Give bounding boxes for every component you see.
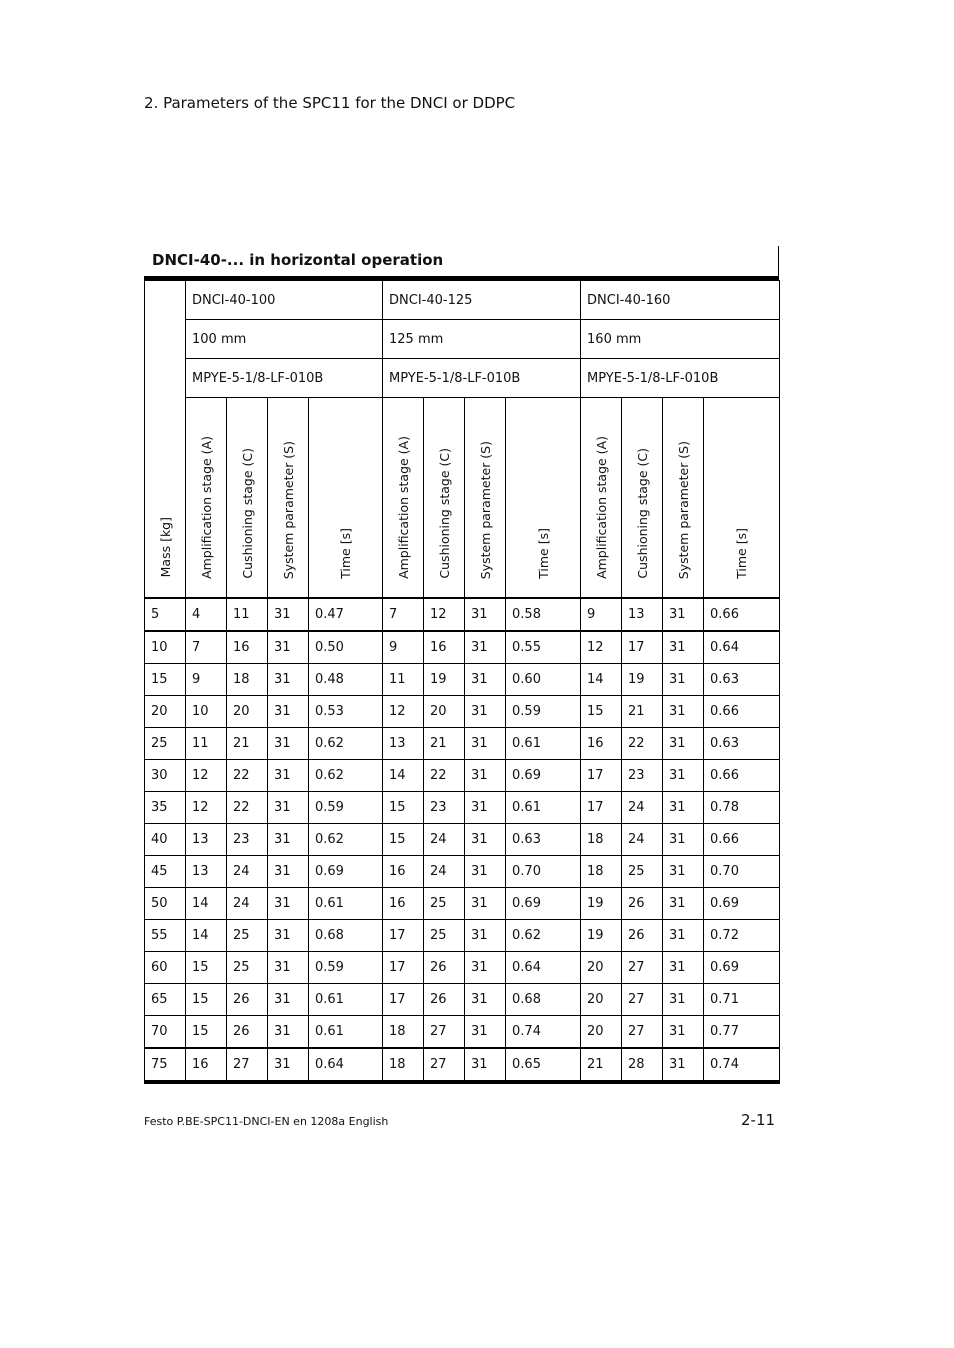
value-cell: 26 [622,920,663,952]
value-cell: 28 [622,1048,663,1082]
value-cell: 31 [663,1048,704,1082]
value-cell: 18 [383,1016,424,1049]
table-row [145,1048,780,1082]
value-cell: 0.77 [704,1016,780,1049]
value-cell: 20 [227,696,268,728]
mass-cell: 35 [145,792,186,824]
col-cushioning [227,398,268,599]
table-row [145,984,780,1016]
value-cell: 0.68 [309,920,383,952]
value-cell: 21 [622,696,663,728]
parameter-table-block [144,246,779,1084]
group-valve: MPYE-5-1/8-LF-010B [186,359,383,398]
value-cell: 0.64 [704,631,780,664]
value-cell: 19 [581,920,622,952]
value-cell: 31 [268,984,309,1016]
value-cell: 17 [581,760,622,792]
value-cell: 26 [424,984,465,1016]
value-cell: 12 [424,598,465,631]
value-cell: 0.78 [704,792,780,824]
value-cell: 0.63 [506,824,581,856]
value-cell: 11 [227,598,268,631]
table-row [145,792,780,824]
col-time [309,398,383,599]
mass-cell: 5 [145,598,186,631]
value-cell: 0.69 [506,760,581,792]
parameter-table [144,280,780,1084]
value-cell: 24 [424,856,465,888]
value-cell: 31 [268,1048,309,1082]
value-cell: 31 [465,631,506,664]
value-cell: 31 [465,920,506,952]
value-cell: 31 [268,760,309,792]
value-cell: 15 [186,984,227,1016]
value-cell: 23 [227,824,268,856]
mass-cell: 70 [145,1016,186,1049]
value-cell: 25 [227,920,268,952]
value-cell: 31 [268,1016,309,1049]
value-cell: 0.69 [704,888,780,920]
value-cell: 0.61 [309,1016,383,1049]
col-label: Amplification stage (A) [593,436,609,579]
value-cell: 31 [465,888,506,920]
value-cell: 31 [663,1016,704,1049]
table-row [145,888,780,920]
table-row [145,856,780,888]
value-cell: 0.66 [704,696,780,728]
col-cushioning [424,398,465,599]
group-stroke: 160 mm [581,320,780,359]
value-cell: 15 [383,792,424,824]
value-cell: 24 [622,824,663,856]
value-cell: 31 [465,696,506,728]
value-cell: 0.53 [309,696,383,728]
value-cell: 19 [622,664,663,696]
value-cell: 17 [383,920,424,952]
value-cell: 27 [622,1016,663,1049]
value-cell: 31 [465,952,506,984]
value-cell: 19 [581,888,622,920]
stroke-row [145,320,780,359]
value-cell: 21 [424,728,465,760]
mass-cell: 40 [145,824,186,856]
table-row [145,760,780,792]
mass-cell: 30 [145,760,186,792]
col-label: Time [s] [535,528,551,579]
value-cell: 31 [663,696,704,728]
mass-cell: 75 [145,1048,186,1082]
value-cell: 20 [424,696,465,728]
value-cell: 31 [465,728,506,760]
model-row [145,281,780,320]
value-cell: 27 [622,984,663,1016]
table-row [145,598,780,631]
value-cell: 20 [581,952,622,984]
value-cell: 31 [663,920,704,952]
value-cell: 18 [227,664,268,696]
col-label: Amplification stage (A) [395,436,411,579]
group-stroke: 125 mm [383,320,581,359]
value-cell: 0.60 [506,664,581,696]
value-cell: 31 [663,792,704,824]
value-cell: 0.64 [506,952,581,984]
value-cell: 0.63 [704,664,780,696]
value-cell: 17 [383,984,424,1016]
value-cell: 9 [383,631,424,664]
value-cell: 31 [268,792,309,824]
value-cell: 0.66 [704,598,780,631]
value-cell: 24 [227,888,268,920]
table-body [145,598,780,1082]
value-cell: 31 [663,728,704,760]
group-valve: MPYE-5-1/8-LF-010B [383,359,581,398]
table-row [145,1016,780,1049]
value-cell: 27 [424,1048,465,1082]
value-cell: 12 [186,792,227,824]
col-cushioning [622,398,663,599]
value-cell: 25 [227,952,268,984]
value-cell: 14 [581,664,622,696]
value-cell: 0.61 [309,984,383,1016]
value-cell: 31 [465,1048,506,1082]
value-cell: 0.62 [506,920,581,952]
value-cell: 16 [581,728,622,760]
value-cell: 31 [268,728,309,760]
col-amplification [383,398,424,599]
value-cell: 26 [227,1016,268,1049]
value-cell: 23 [622,760,663,792]
value-cell: 12 [581,631,622,664]
value-cell: 31 [268,888,309,920]
value-cell: 20 [581,1016,622,1049]
value-cell: 0.68 [506,984,581,1016]
col-system [465,398,506,599]
value-cell: 26 [424,952,465,984]
table-title: DNCI-40-... in horizontal operation [144,246,779,280]
col-label: Time [s] [338,528,353,579]
value-cell: 18 [581,856,622,888]
value-cell: 22 [227,760,268,792]
value-cell: 31 [465,760,506,792]
value-cell: 0.74 [506,1016,581,1049]
value-cell: 31 [268,598,309,631]
value-cell: 16 [383,856,424,888]
col-label: System parameter (S) [675,440,691,579]
value-cell: 31 [465,792,506,824]
value-cell: 31 [663,760,704,792]
value-cell: 31 [465,1016,506,1049]
value-cell: 15 [383,824,424,856]
value-cell: 31 [268,696,309,728]
value-cell: 0.69 [309,856,383,888]
value-cell: 27 [424,1016,465,1049]
value-cell: 0.62 [309,824,383,856]
value-cell: 31 [268,664,309,696]
value-cell: 25 [424,888,465,920]
table-row [145,728,780,760]
value-cell: 0.74 [704,1048,780,1082]
valve-row [145,359,780,398]
value-cell: 24 [227,856,268,888]
value-cell: 31 [268,824,309,856]
value-cell: 31 [663,631,704,664]
value-cell: 31 [465,598,506,631]
mass-cell: 65 [145,984,186,1016]
group-stroke: 100 mm [186,320,383,359]
page-number: 2-11 [741,1111,776,1129]
col-amplification [581,398,622,599]
value-cell: 31 [663,856,704,888]
value-cell: 0.69 [506,888,581,920]
value-cell: 0.62 [309,760,383,792]
value-cell: 16 [227,631,268,664]
value-cell: 0.70 [704,856,780,888]
col-label: Amplification stage (A) [198,436,214,579]
value-cell: 0.61 [309,888,383,920]
value-cell: 31 [268,856,309,888]
mass-cell: 50 [145,888,186,920]
value-cell: 31 [465,824,506,856]
value-cell: 14 [186,888,227,920]
value-cell: 13 [383,728,424,760]
value-cell: 17 [581,792,622,824]
value-cell: 25 [622,856,663,888]
value-cell: 22 [622,728,663,760]
footer-doc-id: Festo P.BE-SPC11-DNCI-EN en 1208a English [144,1115,389,1128]
value-cell: 17 [622,631,663,664]
value-cell: 18 [581,824,622,856]
mass-cell: 25 [145,728,186,760]
value-cell: 22 [227,792,268,824]
table-row [145,631,780,664]
value-cell: 20 [581,984,622,1016]
mass-cell: 60 [145,952,186,984]
col-time [506,398,581,599]
table-row [145,952,780,984]
value-cell: 0.64 [309,1048,383,1082]
value-cell: 11 [383,664,424,696]
value-cell: 0.61 [506,792,581,824]
table-row [145,920,780,952]
value-cell: 31 [268,920,309,952]
value-cell: 17 [383,952,424,984]
value-cell: 0.66 [704,760,780,792]
table-row [145,664,780,696]
value-cell: 15 [186,952,227,984]
value-cell: 13 [186,856,227,888]
col-label: System parameter (S) [280,440,296,579]
value-cell: 0.59 [506,696,581,728]
value-cell: 16 [424,631,465,664]
group-model: DNCI-40-160 [581,281,780,320]
col-system [663,398,704,599]
value-cell: 0.50 [309,631,383,664]
table-row [145,824,780,856]
value-cell: 0.61 [506,728,581,760]
running-header: 2. Parameters of the SPC11 for the DNCI or DDPC [144,94,516,112]
mass-cell: 10 [145,631,186,664]
value-cell: 15 [186,1016,227,1049]
col-label: Time [s] [734,528,750,579]
value-cell: 0.69 [704,952,780,984]
value-cell: 12 [383,696,424,728]
value-cell: 21 [227,728,268,760]
mass-label: Mass [kg] [157,516,173,577]
value-cell: 27 [622,952,663,984]
value-cell: 31 [465,984,506,1016]
value-cell: 22 [424,760,465,792]
value-cell: 9 [186,664,227,696]
group-model: DNCI-40-125 [383,281,581,320]
col-time [704,398,780,599]
value-cell: 15 [581,696,622,728]
value-cell: 13 [186,824,227,856]
value-cell: 0.62 [309,728,383,760]
group-model: DNCI-40-100 [186,281,383,320]
value-cell: 4 [186,598,227,631]
col-system [268,398,309,599]
value-cell: 31 [465,664,506,696]
value-cell: 18 [383,1048,424,1082]
value-cell: 16 [383,888,424,920]
value-cell: 31 [663,888,704,920]
col-label: Cushioning stage (C) [239,448,255,579]
value-cell: 0.72 [704,920,780,952]
mass-cell: 55 [145,920,186,952]
value-cell: 0.63 [704,728,780,760]
value-cell: 9 [581,598,622,631]
value-cell: 31 [663,824,704,856]
value-cell: 25 [424,920,465,952]
group-valve: MPYE-5-1/8-LF-010B [581,359,780,398]
value-cell: 11 [186,728,227,760]
sub-column-header-row [145,398,780,599]
value-cell: 10 [186,696,227,728]
col-label: Cushioning stage (C) [634,448,650,579]
mass-cell: 15 [145,664,186,696]
value-cell: 31 [663,598,704,631]
value-cell: 12 [186,760,227,792]
value-cell: 13 [622,598,663,631]
value-cell: 24 [622,792,663,824]
value-cell: 14 [383,760,424,792]
value-cell: 19 [424,664,465,696]
value-cell: 0.58 [506,598,581,631]
value-cell: 26 [227,984,268,1016]
value-cell: 31 [663,984,704,1016]
table-row [145,696,780,728]
mass-cell: 45 [145,856,186,888]
value-cell: 21 [581,1048,622,1082]
value-cell: 0.66 [704,824,780,856]
value-cell: 7 [383,598,424,631]
value-cell: 23 [424,792,465,824]
value-cell: 31 [465,856,506,888]
mass-cell: 20 [145,696,186,728]
value-cell: 0.55 [506,631,581,664]
col-label: System parameter (S) [477,440,493,579]
value-cell: 0.70 [506,856,581,888]
value-cell: 27 [227,1048,268,1082]
value-cell: 0.47 [309,598,383,631]
value-cell: 0.48 [309,664,383,696]
value-cell: 31 [268,631,309,664]
value-cell: 0.59 [309,792,383,824]
value-cell: 14 [186,920,227,952]
col-label: Cushioning stage (C) [436,448,452,579]
value-cell: 24 [424,824,465,856]
value-cell: 0.65 [506,1048,581,1082]
col-amplification [186,398,227,599]
value-cell: 16 [186,1048,227,1082]
value-cell: 31 [663,952,704,984]
value-cell: 0.59 [309,952,383,984]
mass-header [145,281,186,599]
value-cell: 31 [663,664,704,696]
value-cell: 7 [186,631,227,664]
value-cell: 26 [622,888,663,920]
value-cell: 0.71 [704,984,780,1016]
value-cell: 31 [268,952,309,984]
